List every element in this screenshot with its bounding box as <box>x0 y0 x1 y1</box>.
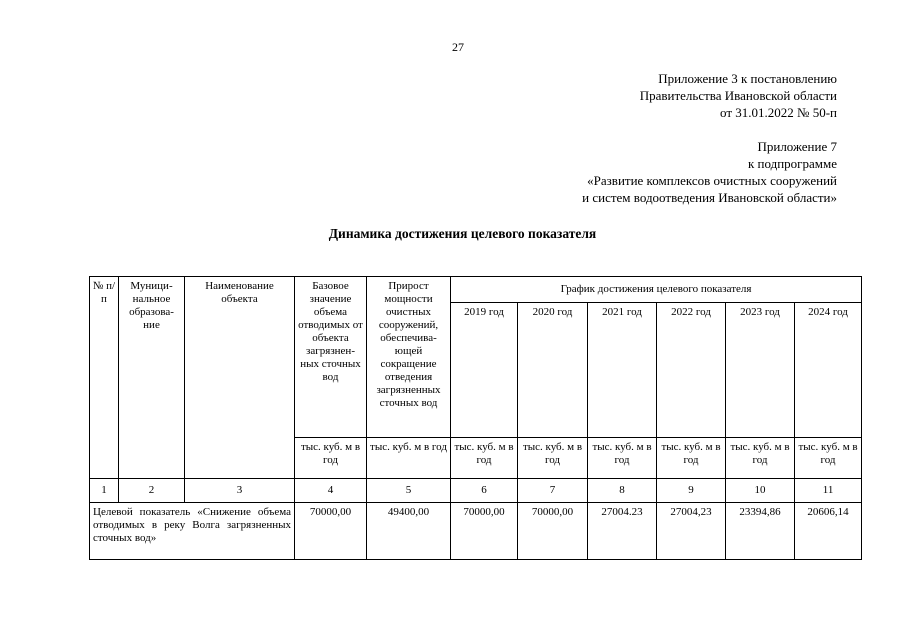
appendix-3-line: Правительства Ивановской области <box>639 88 837 103</box>
appendix-7-line: и систем водоотведения Ивановской области» <box>582 190 837 205</box>
appendix-7-line: «Развитие комплексов очистных сооружений <box>587 173 837 188</box>
unit-cell: тыс. куб. м в год <box>451 438 518 479</box>
header-year: 2024 год <box>795 303 862 438</box>
header-capacity-growth: Прирост мощности очистных сооружений, обеспечива-ющей сокращение отведения загрязненных сточных вод <box>367 277 451 438</box>
column-number: 8 <box>588 479 657 503</box>
column-number: 2 <box>119 479 185 503</box>
header-schedule: График достижения целевого показателя <box>451 277 862 303</box>
unit-cell: тыс. куб. м в год <box>726 438 795 479</box>
target-value-year: 70000,00 <box>451 503 518 560</box>
header-year: 2021 год <box>588 303 657 438</box>
unit-cell: тыс. куб. м в год <box>367 438 451 479</box>
appendix-3-line: Приложение 3 к постановлению <box>658 71 837 86</box>
target-value-year: 27004,23 <box>657 503 726 560</box>
unit-cell: тыс. куб. м в год <box>795 438 862 479</box>
appendix-7-block <box>582 138 837 206</box>
column-number: 3 <box>185 479 295 503</box>
column-number: 5 <box>367 479 451 503</box>
appendix-7-line: Приложение 7 <box>757 139 837 154</box>
target-value-year: 70000,00 <box>518 503 588 560</box>
column-number: 7 <box>518 479 588 503</box>
header-year: 2020 год <box>518 303 588 438</box>
header-year: 2022 год <box>657 303 726 438</box>
column-number: 6 <box>451 479 518 503</box>
unit-cell: тыс. куб. м в год <box>657 438 726 479</box>
target-value-base: 70000,00 <box>295 503 367 560</box>
header-municipality: Муници-нальное образова-ние <box>119 277 185 479</box>
column-number: 9 <box>657 479 726 503</box>
header-year: 2023 год <box>726 303 795 438</box>
page-number: 27 <box>452 40 464 54</box>
target-value-growth: 49400,00 <box>367 503 451 560</box>
target-value-year: 23394,86 <box>726 503 795 560</box>
target-value-year: 20606,14 <box>795 503 862 560</box>
appendix-3-block <box>640 70 837 121</box>
header-object-name: Наименование объекта <box>185 277 295 479</box>
unit-cell: тыс. куб. м в год <box>588 438 657 479</box>
target-indicator-label: Целевой показатель «Снижение объема отводимых в реку Волга загрязненных сточных вод» <box>90 503 295 560</box>
column-number: 11 <box>795 479 862 503</box>
target-value-year: 27004.23 <box>588 503 657 560</box>
appendix-3-line: от 31.01.2022 № 50-п <box>720 105 837 120</box>
document-title: Динамика достижения целевого показателя <box>328 226 597 241</box>
column-number: 10 <box>726 479 795 503</box>
indicator-table <box>89 276 862 560</box>
header-base-value: Базовое значение объема отводимых от объекта загрязнен-ных сточных вод <box>295 277 367 438</box>
unit-cell: тыс. куб. м в год <box>295 438 367 479</box>
unit-cell: тыс. куб. м в год <box>518 438 588 479</box>
column-number: 4 <box>295 479 367 503</box>
appendix-7-line: к подпрограмме <box>747 156 837 171</box>
header-year: 2019 год <box>451 303 518 438</box>
header-num: № п/п <box>90 277 119 479</box>
column-number: 1 <box>90 479 119 503</box>
